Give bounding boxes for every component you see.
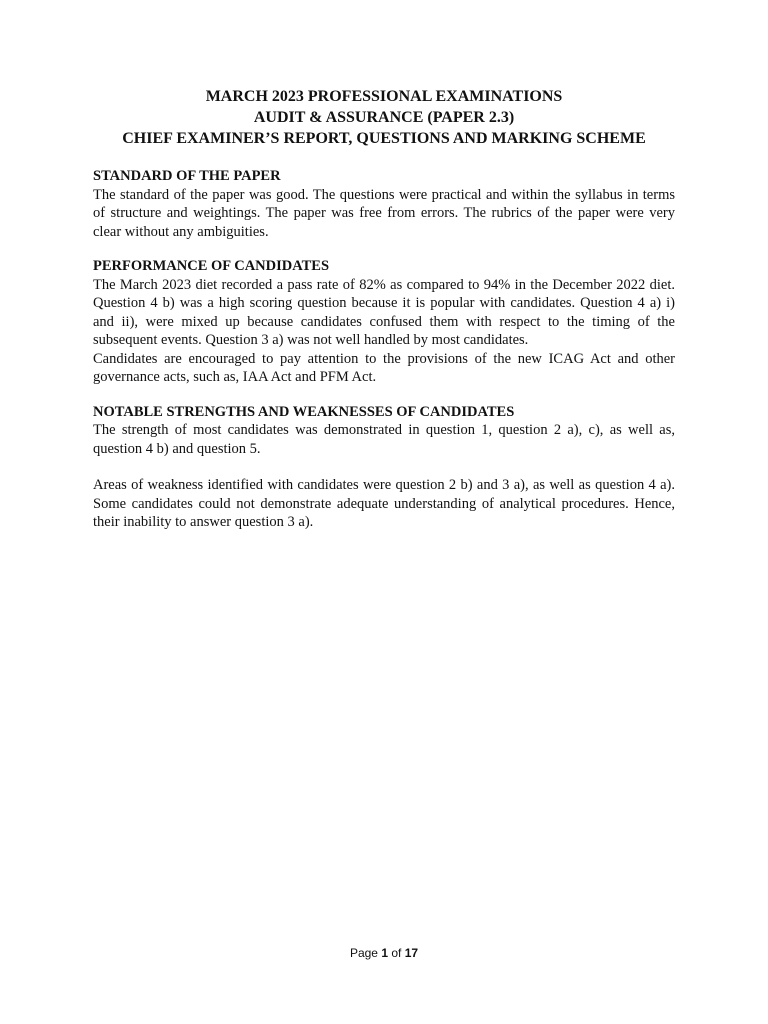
of-word: of: [391, 946, 402, 960]
title-line-3: CHIEF EXAMINER’S REPORT, QUESTIONS AND MARKING SCHEME: [122, 130, 646, 147]
section-paragraph: Areas of weakness identified with candidates were question 2 b) and 3 a), as well as question 4 a). Some candidates could not demonstrate adequate understanding of analytical procedures. Hence, their inability to answer question 3 a).: [93, 477, 675, 530]
page-number: 1: [381, 946, 388, 960]
page-footer: [0, 946, 768, 960]
section-paragraph: The strength of most candidates was demonstrated in question 1, question 2 a), c), as well as, question 4 b) and question 5.: [93, 422, 675, 457]
section-standard: [93, 167, 675, 241]
page-total: 17: [404, 946, 419, 960]
section-performance: [93, 257, 675, 387]
section-paragraph: Candidates are encouraged to pay attention to the provisions of the new ICAG Act and other governance acts, such as, IAA Act and PFM Act.: [93, 350, 675, 385]
section-heading: STANDARD OF THE PAPER: [93, 168, 281, 184]
document-page: [93, 86, 675, 532]
section-paragraph: The standard of the paper was good. The questions were practical and within the syllabus in terms of structure and weightings. The paper was free from errors. The rubrics of the paper were very clear without any ambiguities.: [93, 186, 675, 240]
document-title: [93, 86, 675, 149]
section-heading: PERFORMANCE OF CANDIDATES: [93, 258, 330, 274]
section-paragraph: The March 2023 diet recorded a pass rate of 82% as compared to 94% in the December 2022 diet. Question 4 b) was a high scoring question because it is popular with candidates. Question 4 a) i) and ii), were mixed up because candidates confused them with respect to the timing of the subsequent events. Question 3 a) was not well handled by most candidates.: [93, 276, 675, 348]
title-line-2: AUDIT & ASSURANCE (PAPER 2.3): [253, 109, 515, 126]
section-strengths-weaknesses: [93, 403, 675, 532]
section-heading: NOTABLE STRENGTHS AND WEAKNESSES OF CANDIDATES: [93, 403, 515, 420]
title-line-1: MARCH 2023 PROFESSIONAL EXAMINATIONS: [205, 88, 563, 105]
page-word: Page: [349, 946, 378, 960]
